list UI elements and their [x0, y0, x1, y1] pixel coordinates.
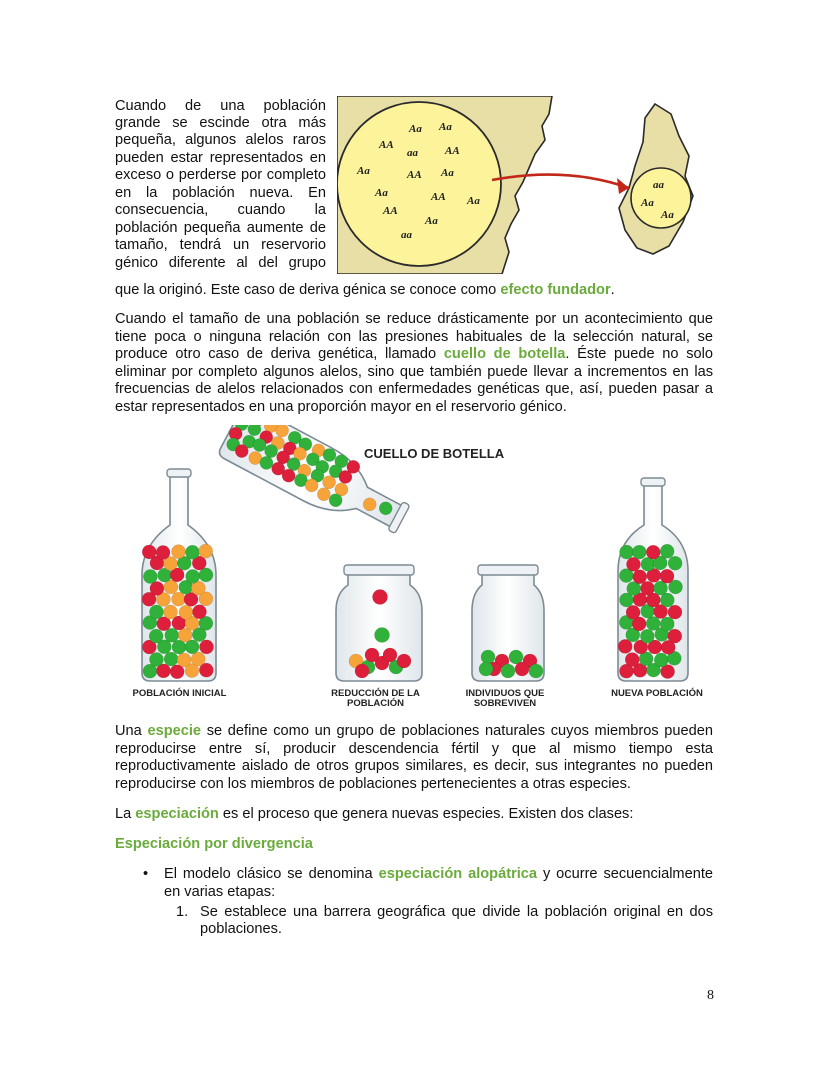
bead: [625, 653, 639, 667]
bead: [640, 629, 654, 643]
allele-label: Aa: [467, 195, 480, 207]
bullet-line: El modelo clásico se denomina especiación alopátrica y ocurre secuencialmente: [164, 866, 713, 882]
page-number: 8: [707, 988, 714, 1003]
term-especie: especie: [147, 723, 202, 739]
species-line: Una especie se define como un grupo de poblaciones naturales cuyos miembros pueden: [115, 723, 713, 739]
intro-line: Cuando de una población: [115, 98, 326, 114]
bead: [156, 546, 170, 560]
bead: [171, 545, 185, 559]
bead: [626, 557, 640, 571]
numbered-marker: 1.: [176, 904, 189, 920]
bead: [632, 545, 646, 559]
bead: [191, 652, 205, 666]
initial-balls: [142, 544, 213, 679]
bottleneck-line: tiene poca o ninguna relación con las presiones habituales de la selección natural, se: [115, 329, 713, 345]
label-initial-population: POBLACIÓN INICIAL: [132, 688, 227, 699]
bead: [668, 556, 682, 570]
bullet-marker: •: [143, 866, 149, 882]
new-balls: [618, 544, 682, 678]
bead: [646, 616, 660, 630]
bead: [660, 569, 674, 583]
bead: [515, 662, 529, 676]
bead: [660, 544, 674, 558]
intro-line: en la población nueva. En: [115, 185, 326, 201]
bottleneck-line: Cuando el tamaño de una población se reduce drásticamente por un acontecimiento que: [115, 311, 713, 327]
allele-label: aa: [401, 229, 412, 241]
allele-label: aa: [407, 147, 418, 159]
label-survivors: INDIVIDUOS QUE SOBREVIVEN: [465, 688, 545, 709]
allele-label: Aa: [357, 165, 370, 177]
intro-line: tamaño, tendrá un reservorio: [115, 237, 326, 253]
allele-label: Aa: [641, 197, 654, 209]
bead: [365, 648, 379, 662]
allele-label: Aa: [661, 209, 674, 221]
bead: [620, 545, 634, 559]
bead: [185, 545, 199, 559]
allele-label: AA: [431, 191, 446, 203]
founder-effect-figure: [337, 96, 713, 274]
bead: [149, 629, 163, 643]
bottleneck-line-term: produce otro caso de deriva genética, llamado cuello de botella. Éste puede no solo: [115, 346, 713, 362]
bead: [143, 570, 157, 584]
term-cuello-de-botella: cuello de botella: [443, 346, 566, 362]
allele-label: AA: [407, 169, 422, 181]
allele-label: Aa: [439, 121, 452, 133]
allele-label: aa: [653, 179, 664, 191]
intro-line: población pequeña aumente de: [115, 220, 326, 236]
bead: [149, 652, 163, 666]
bead: [164, 605, 178, 619]
new-bottle-lip: [641, 478, 665, 486]
bottleneck-line: estar representados en una proporción mayor en el reservorio génico.: [115, 399, 567, 415]
initial-bottle-lip: [167, 469, 191, 477]
bead: [668, 605, 682, 619]
bead: [479, 662, 493, 676]
allele-label: Aa: [425, 215, 438, 227]
numbered-line-2: poblaciones.: [200, 921, 282, 937]
bottleneck-line: frecuencias de alelos relacionados con enfermedades genéticas que, así, pueden pasar a: [115, 381, 713, 397]
term-especiacion: especiación: [135, 806, 219, 822]
label-population-reduction: REDUCCIÓN DE LA POBLACIÓN: [331, 688, 420, 709]
bead: [668, 629, 682, 643]
bead: [383, 648, 397, 662]
allele-label: Aa: [409, 123, 422, 135]
term-efecto-fundador: efecto fundador: [500, 282, 611, 298]
speciation-paragraph: La especiación es el proceso que genera nuevas especies. Existen dos clases:: [115, 806, 634, 822]
allele-label: AA: [383, 205, 398, 217]
reduction-jar-lid: [344, 565, 414, 575]
allele-label: AA: [379, 139, 394, 151]
bead: [186, 569, 200, 583]
bead: [192, 605, 206, 619]
bead: [654, 653, 668, 667]
species-line: reproducirse entre sí, producir descendencia fértil y que al mismo tiempo esta: [115, 741, 713, 757]
bead: [164, 652, 178, 666]
bead: [142, 545, 156, 559]
bead: [171, 592, 185, 606]
intro-line: pequeña, algunos alelos raros: [115, 132, 326, 148]
bead: [397, 654, 411, 668]
bead: [149, 605, 163, 619]
bead: [529, 664, 543, 678]
bead: [375, 628, 390, 643]
intro-line: consecuencia, cuando la: [115, 202, 326, 218]
bead: [626, 605, 640, 619]
allele-label: AA: [445, 145, 460, 157]
term-especiacion-alopatrica: especiación alopátrica: [378, 866, 538, 882]
allele-label: Aa: [441, 167, 454, 179]
intro-line: exceso o perderse por completo: [115, 167, 326, 183]
species-line: reproductivamente aislado de otros grupos similares, es decir, sus integrantes no pueden: [115, 758, 713, 774]
bottleneck-title: CUELLO DE BOTELLA: [364, 446, 505, 461]
intro-last-line: que la originó. Este caso de deriva génica se conoce como efecto fundador.: [115, 282, 615, 298]
bead: [355, 664, 369, 678]
bead: [633, 570, 647, 584]
numbered-line: Se establece una barrera geográfica que divide la población original en dos: [200, 904, 713, 920]
bead: [373, 590, 388, 605]
allele-label: Aa: [375, 187, 388, 199]
intro-line: grande se escinde otra más: [115, 115, 326, 131]
bottleneck-line: eliminar por completo algunos alelos, sino que también puede llevar a incrementos en las: [115, 364, 713, 380]
label-new-population: NUEVA POBLACIÓN: [611, 688, 703, 699]
bead: [200, 640, 214, 654]
species-line: reproducirse con los miembros de poblaciones pertenecientes a otras especies.: [115, 776, 631, 792]
intro-line: génico diferente al del grupo: [115, 255, 326, 271]
bead: [179, 605, 193, 619]
bead: [660, 617, 674, 631]
bead: [177, 653, 191, 667]
bottleneck-figure: [110, 425, 720, 690]
survivors-jar-lid: [478, 565, 538, 575]
intro-line: pueden estar representados en: [115, 150, 326, 166]
section-heading: Especiación por divergencia: [115, 836, 313, 852]
bead: [646, 545, 660, 559]
bead: [199, 544, 213, 558]
bead: [501, 664, 515, 678]
bullet-line-2: en varias etapas:: [164, 884, 276, 900]
